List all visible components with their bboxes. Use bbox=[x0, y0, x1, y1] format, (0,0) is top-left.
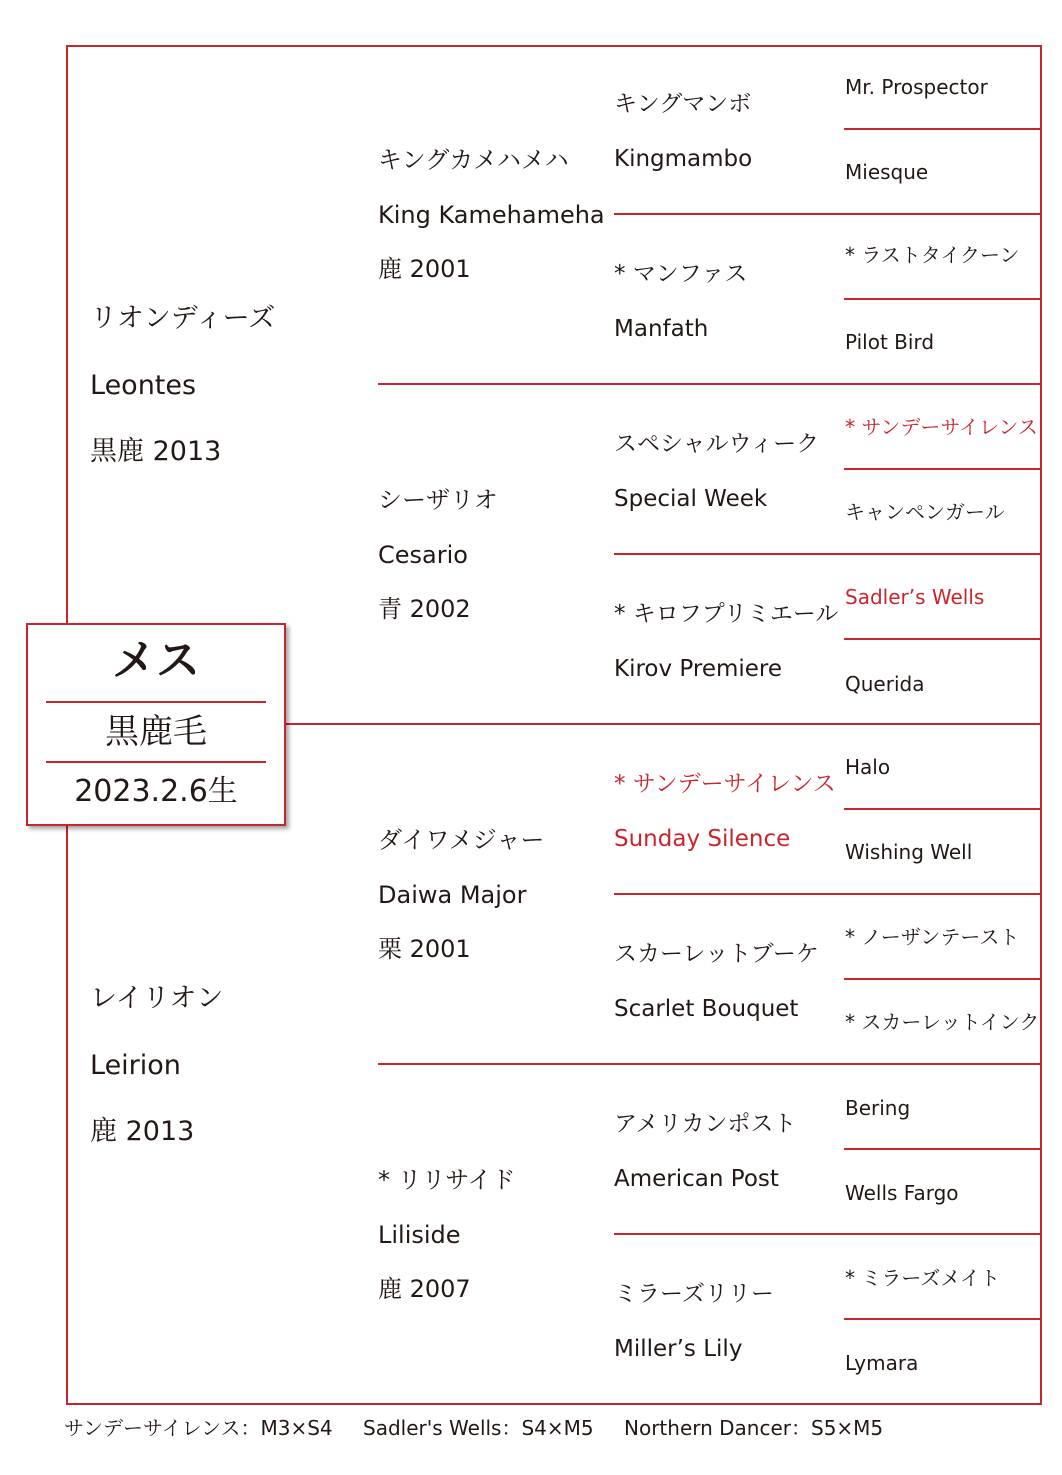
sire-name-en: Leontes bbox=[90, 370, 197, 401]
g3-name-en: Special Week bbox=[614, 486, 768, 512]
subject-divider bbox=[46, 701, 266, 703]
g2-name-en: Daiwa Major bbox=[378, 881, 527, 909]
g3-name-jp: * マンファス bbox=[614, 261, 748, 287]
g3-name-en: Sunday Silence bbox=[614, 826, 791, 852]
g3-name-jp: アメリカンポスト bbox=[614, 1111, 797, 1137]
g3-name-jp: * サンデーサイレンス bbox=[614, 771, 836, 797]
inbreeding-item: サンデーサイレンス：M3×S4 bbox=[64, 1416, 333, 1440]
g4-name: Pilot Bird bbox=[845, 330, 935, 354]
subject-coat-color: 黒鹿毛 bbox=[105, 712, 207, 752]
g4-name: Bering bbox=[845, 1096, 911, 1120]
g4-name: * ミラーズメイト bbox=[845, 1266, 1000, 1290]
g3-name-jp: キングマンボ bbox=[614, 91, 752, 117]
dam-info: 鹿 2013 bbox=[90, 1116, 195, 1147]
dam-name-en: Leirion bbox=[90, 1050, 181, 1081]
divider-gen4 bbox=[844, 298, 1042, 300]
subject-birth-date: 2023.2.6生 bbox=[74, 774, 238, 809]
g4-name: Lymara bbox=[845, 1351, 919, 1375]
g3-name-en: Manfath bbox=[614, 316, 709, 342]
g3-name-en: Miller’s Lily bbox=[614, 1336, 743, 1362]
divider-gen1 bbox=[286, 723, 1042, 725]
g3-name-jp: スペシャルウィーク bbox=[614, 431, 820, 457]
g2-info: 鹿 2007 bbox=[378, 1275, 471, 1303]
g4-name: * ノーザンテースト bbox=[845, 925, 1020, 949]
g3-name-jp: ミラーズリリー bbox=[614, 1281, 774, 1307]
inbreeding-summary bbox=[64, 1418, 907, 1438]
g2-name-jp: シーザリオ bbox=[378, 486, 498, 514]
inbreeding-item: Sadler's Wells：S4×M5 bbox=[363, 1416, 594, 1440]
g3-name-en: Scarlet Bouquet bbox=[614, 996, 799, 1022]
subject-box bbox=[26, 623, 286, 826]
g2-info: 青 2002 bbox=[378, 595, 471, 623]
g4-name: Wells Fargo bbox=[845, 1181, 959, 1205]
divider-gen3 bbox=[614, 213, 1042, 215]
divider-gen2 bbox=[378, 383, 1042, 385]
inbreeding-item: Northern Dancer：S5×M5 bbox=[624, 1416, 884, 1440]
sire-name-jp: リオンディーズ bbox=[90, 303, 276, 334]
g4-name: Mr. Prospector bbox=[845, 75, 988, 99]
g4-name: * ラストタイクーン bbox=[845, 243, 1020, 267]
divider-gen4 bbox=[844, 128, 1042, 130]
g2-name-jp: ダイワメジャー bbox=[378, 826, 545, 854]
subject-divider bbox=[46, 761, 266, 763]
g3-name-en: American Post bbox=[614, 1166, 779, 1192]
g4-name: Querida bbox=[845, 672, 925, 696]
divider-gen4 bbox=[844, 1318, 1042, 1320]
divider-gen4 bbox=[844, 978, 1042, 980]
divider-gen4 bbox=[844, 468, 1042, 470]
g4-name: Wishing Well bbox=[845, 840, 973, 864]
g2-info: 栗 2001 bbox=[378, 935, 471, 963]
sire-info: 黒鹿 2013 bbox=[90, 436, 222, 467]
g3-name-en: Kirov Premiere bbox=[614, 656, 783, 682]
g2-name-jp: キングカメハメハ bbox=[378, 146, 569, 174]
g2-name-en: Liliside bbox=[378, 1221, 461, 1249]
divider-gen2 bbox=[378, 1063, 1042, 1065]
g4-name: * スカーレットインク bbox=[845, 1010, 1040, 1034]
divider-gen4 bbox=[844, 808, 1042, 810]
g2-name-jp: * リリサイド bbox=[378, 1166, 516, 1194]
g4-name: * サンデーサイレンス bbox=[845, 415, 1038, 439]
g2-name-en: Cesario bbox=[378, 541, 468, 569]
g2-name-en: King Kamehameha bbox=[378, 201, 605, 229]
divider-gen3 bbox=[614, 893, 1042, 895]
g4-name: Miesque bbox=[845, 160, 929, 184]
divider-gen3 bbox=[614, 1233, 1042, 1235]
g3-name-jp: * キロフプリミエール bbox=[614, 601, 839, 627]
g2-info: 鹿 2001 bbox=[378, 255, 471, 283]
g3-name-en: Kingmambo bbox=[614, 146, 753, 172]
dam-name-jp: レイリオン bbox=[90, 983, 224, 1014]
subject-name: メス bbox=[112, 635, 200, 686]
divider-gen3 bbox=[614, 553, 1042, 555]
g4-name: Halo bbox=[845, 755, 891, 779]
g4-name: Sadler’s Wells bbox=[845, 585, 985, 609]
g3-name-jp: スカーレットブーケ bbox=[614, 941, 819, 967]
divider-gen4 bbox=[844, 1148, 1042, 1150]
g4-name: キャンペンガール bbox=[845, 500, 1005, 524]
divider-gen4 bbox=[844, 638, 1042, 640]
